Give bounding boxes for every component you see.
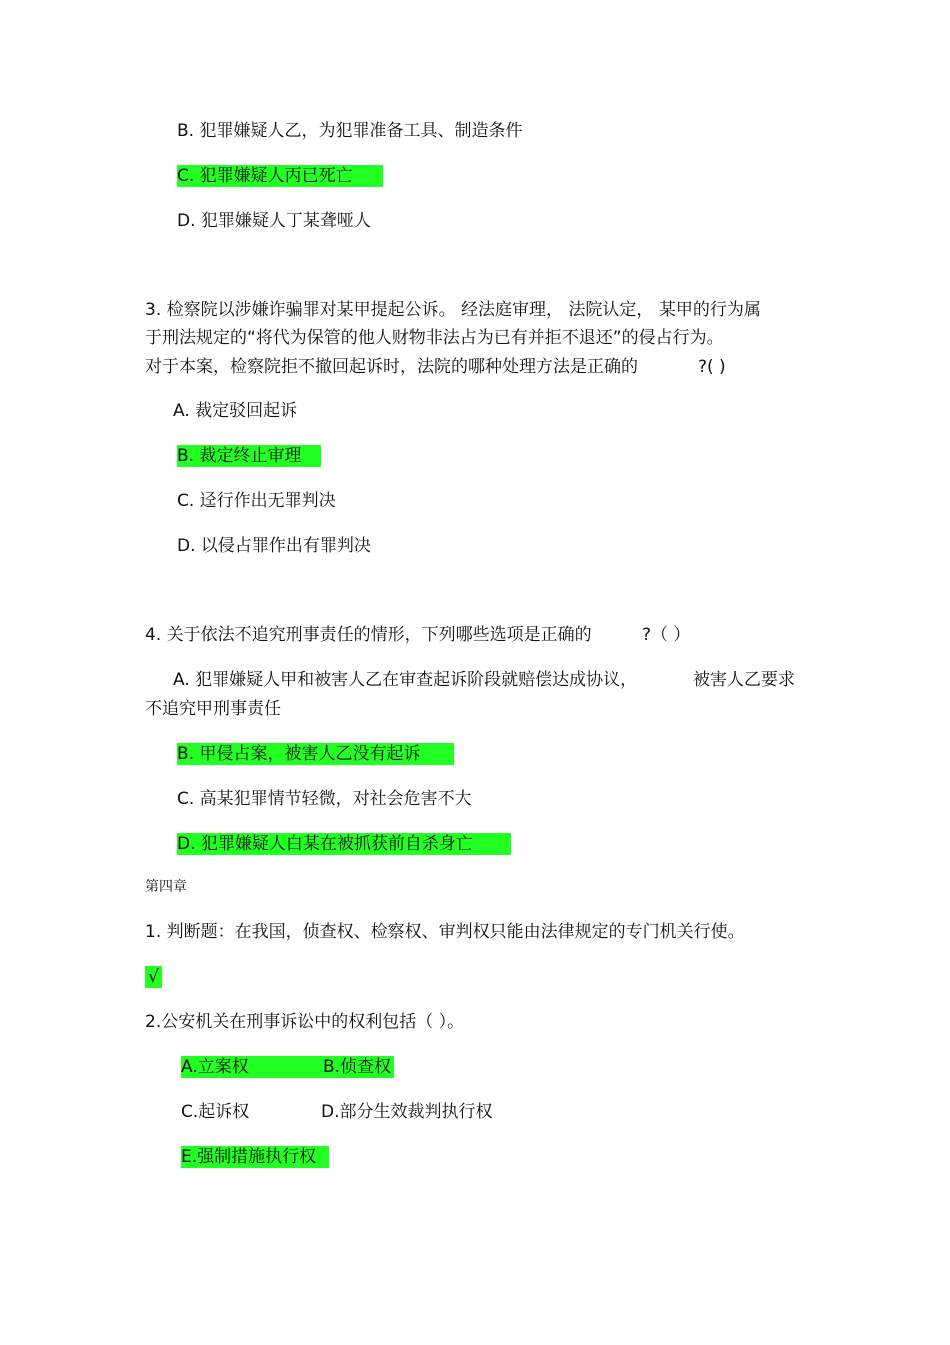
q2-option-d: D. 犯罪嫌疑人丁某聋哑人 [177,211,371,231]
chapter-title: 第四章 [145,879,187,895]
c4-q2-option-a-correct: A.立案权 [181,1057,249,1077]
q3-stem-blank: ?( ) [698,357,726,377]
q2-option-c-correct: C. 犯罪嫌疑人丙已死亡 [177,165,383,187]
q4-option-c: C. 高某犯罪情节轻微，对社会危害不大 [177,789,472,809]
q3-stem-line2: 于刑法规定的“将代为保管的他人财物非法占为已有并拒不退还”的侵占行为。 [145,328,724,348]
c4-q2-option-c: C.起诉权 [181,1102,250,1122]
q3-option-d: D. 以侵占罪作出有罪判决 [177,536,371,556]
q4-option-a-line1-tail: 被害人乙要求 [693,670,795,690]
c4-q1-answer: √ [145,966,162,988]
q4-option-d-correct: D. 犯罪嫌疑人白某在被抓获前自杀身亡 [177,833,511,855]
q4-stem: 4. 关于依法不追究刑事责任的情形，下列哪些选项是正确的 [145,625,592,645]
c4-q1-stem: 1. 判断题：在我国，侦查权、检察权、审判权只能由法律规定的专门机关行使。 [145,922,745,942]
c4-q2-options-ab-row [181,1056,394,1078]
q3-option-a: A. 裁定驳回起诉 [173,401,298,421]
q3-stem-line3: 对于本案，检察院拒不撤回起诉时，法院的哪种处理方法是正确的 [145,357,638,377]
c4-q2-option-b-correct: B.侦查权 [323,1057,392,1077]
q2-option-b: B. 犯罪嫌疑人乙，为犯罪准备工具、制造条件 [177,121,523,141]
q4-option-a-line1: A. 犯罪嫌疑人甲和被害人乙在审查起诉阶段就赔偿达成协议， [173,670,638,690]
c4-q2-option-d-label: D.部分生效裁判执行权 [321,1102,493,1122]
q4-stem-blank: ?（ ） [642,625,691,645]
q3-stem-line1: 3. 检察院以涉嫌诈骗罪对某甲提起公诉。 经法庭审理， 法院认定， 某甲的行为属 [145,300,761,320]
q3-option-c: C. 迳行作出无罪判决 [177,491,336,511]
c4-q2-option-e-correct: E.强制措施执行权 [181,1146,329,1168]
q4-option-a-line2: 不追究甲刑事责任 [145,699,281,719]
q3-option-b-correct: B. 裁定终止审理 [177,445,321,467]
q4-option-b-correct: B. 甲侵占案，被害人乙没有起诉 [177,743,454,765]
c4-q2-stem: 2.公安机关在刑事诉讼中的权利包括（ ）。 [145,1012,465,1032]
